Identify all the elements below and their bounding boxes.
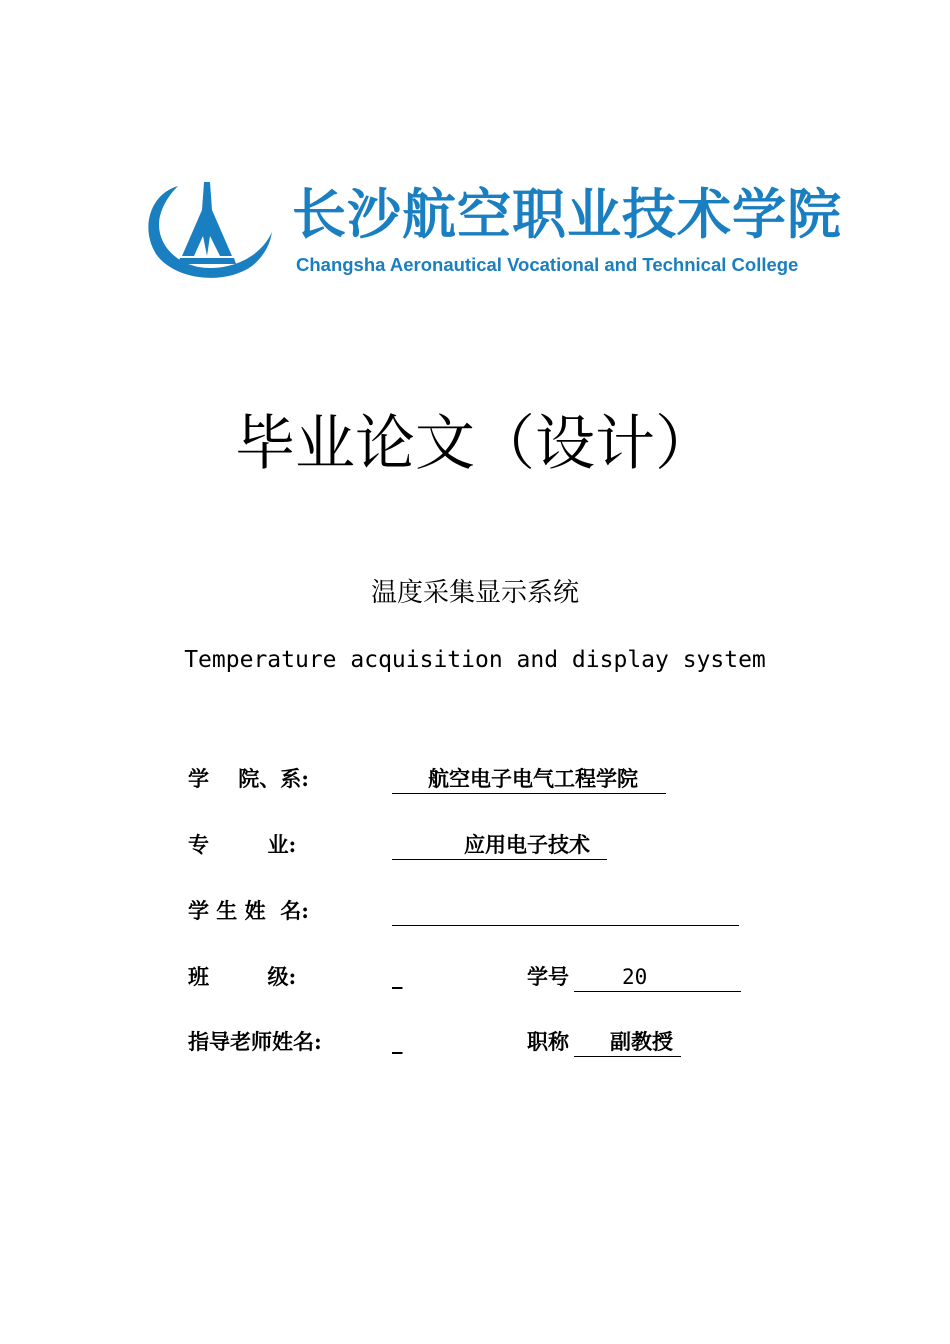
major-field <box>392 830 607 860</box>
class-label: 班 级: <box>188 964 297 989</box>
thesis-subtitle-en: Temperature acquisition and display system <box>184 647 766 673</box>
advisor-row <box>0 1027 950 1067</box>
college-name-en: Changsha Aeronautical Vocational and Technical College <box>296 254 799 275</box>
thesis-title: 毕业论文（设计） <box>235 409 715 479</box>
major-row <box>0 830 950 870</box>
college-logo <box>140 180 842 285</box>
college-row <box>0 764 950 804</box>
student-no-field <box>574 962 741 992</box>
student-no-label: 学号 <box>527 964 569 989</box>
advisor-value: _ <box>392 1029 403 1054</box>
class-row <box>0 962 950 1002</box>
college-value: 航空电子电气工程学院 <box>428 766 638 791</box>
college-label: 学 院、系: <box>188 766 309 791</box>
student-name-row <box>0 896 950 936</box>
class-value: _ <box>392 964 403 989</box>
major-label: 专 业: <box>188 832 297 857</box>
college-name-cn: 长沙航空职业技术学院 <box>292 182 842 246</box>
student-name-field <box>392 896 739 926</box>
advisor-label: 指导老师姓名: <box>188 1029 322 1054</box>
student-name-label: 学 生 姓 名: <box>188 898 309 923</box>
advisor-title-label: 职称 <box>527 1029 569 1054</box>
thesis-subtitle-cn: 温度采集显示系统 <box>370 578 579 608</box>
student-no-value: 20 <box>622 965 648 989</box>
advisor-title-field <box>574 1027 681 1057</box>
college-emblem-icon <box>140 180 275 282</box>
college-field <box>392 764 666 794</box>
major-value: 应用电子技术 <box>464 832 590 857</box>
advisor-title-value: 副教授 <box>610 1029 673 1054</box>
